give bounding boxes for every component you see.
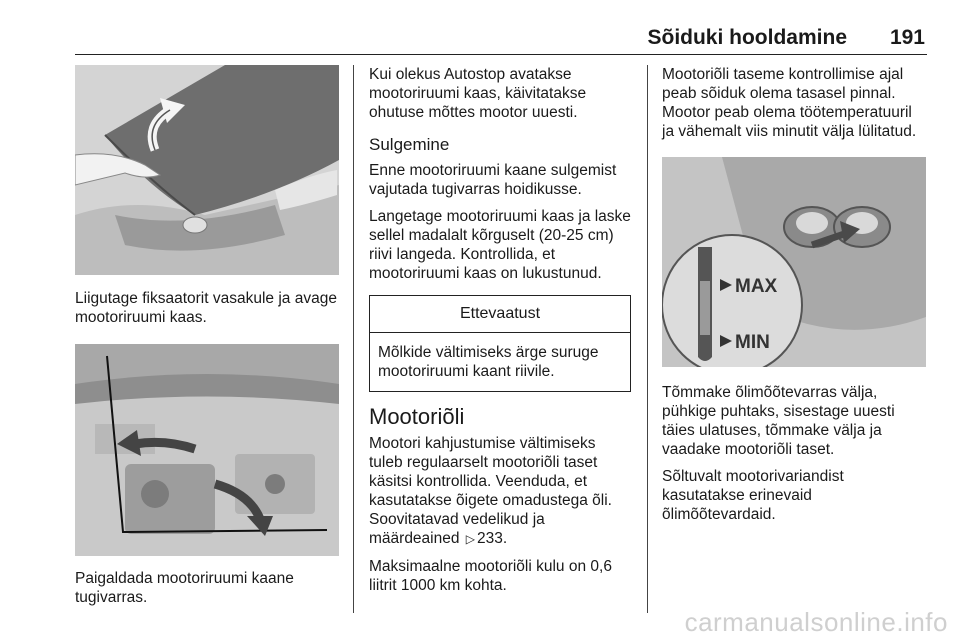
closing-paragraph-2: Langetage mootoriruumi kaas ja laske sellel madalalt kõrguselt (20-25 cm) riivi langeda. Kontrollida, et mootoriruumi kaas on lukustunud. (369, 208, 631, 282)
caution-text: Mõlkide vältimiseks ärge suruge mootoriruumi kaant riivile. (378, 344, 599, 380)
column-divider (353, 65, 354, 613)
caution-heading: Ettevaatust (370, 296, 630, 333)
column-1 (75, 65, 340, 607)
figure-caption-support-rod: Paigaldada mootoriruumi kaane tugivarras. (75, 570, 294, 606)
figure-caption-open-hood: Liigutage fiksaatorit vasakule ja avage mootoriruumi kaas. (75, 290, 337, 326)
column-3 (662, 65, 928, 524)
caution-box (369, 295, 631, 392)
page-header (75, 22, 927, 55)
dipstick-instructions: Tõmmake õlimõõtevarras välja, pühkige puhtaks, sisestage uuesti täies ulatuses, tõmmake välja ja vaadake mootoriõli taset. (662, 384, 895, 458)
watermark: carmanualsonline.info (684, 607, 948, 637)
engine-oil-paragraph-2: Maksimaalne mootoriõli kulu on 0,6 liitrit 1000 km kohta. (369, 558, 612, 594)
closing-heading: Sulgemine (369, 135, 450, 154)
figure-dipstick (662, 157, 926, 367)
figure-open-hood (75, 65, 339, 275)
dipstick-min-label: MIN (735, 332, 770, 353)
page-number: 191 (889, 26, 925, 49)
dipstick-max-label: MAX (735, 276, 778, 297)
oil-check-paragraph: Mootoriõli taseme kontrollimise ajal peab sõiduk olema tasasel pinnal. Mootor peab olema töötemperatuuril ja vähemalt viis minutit välja lülitatud. (662, 66, 917, 140)
figure-support-rod (75, 344, 339, 556)
page-reference-icon: ▷ (465, 532, 476, 546)
dipstick-variants: Sõltuvalt mootorivariandist kasutatakse erinevaid õlimõõtevardaid. (662, 468, 844, 523)
autostop-paragraph: Kui olekus Autostop avatakse mootoriruumi kaas, käivitatakse ohutuse mõttes mootor uuesti. (369, 66, 587, 121)
engine-oil-heading: Mootoriõli (369, 404, 465, 429)
page-reference[interactable]: 233. (477, 530, 508, 547)
column-2 (369, 65, 633, 595)
column-divider (647, 65, 648, 613)
page-title: Sõiduki hooldamine (647, 26, 847, 49)
closing-paragraph-1: Enne mootoriruumi kaane sulgemist vajutada tugivarras hoidikusse. (369, 162, 617, 198)
engine-oil-paragraph-1: Mootori kahjustumise vältimiseks tuleb regulaarselt mootoriõli taset käsitsi kontrollida. Veenduda, et kasutatakse õigete omadustega õli. Soovitatavad vedelikud ja määrdeained ▷ 233. (369, 435, 612, 547)
